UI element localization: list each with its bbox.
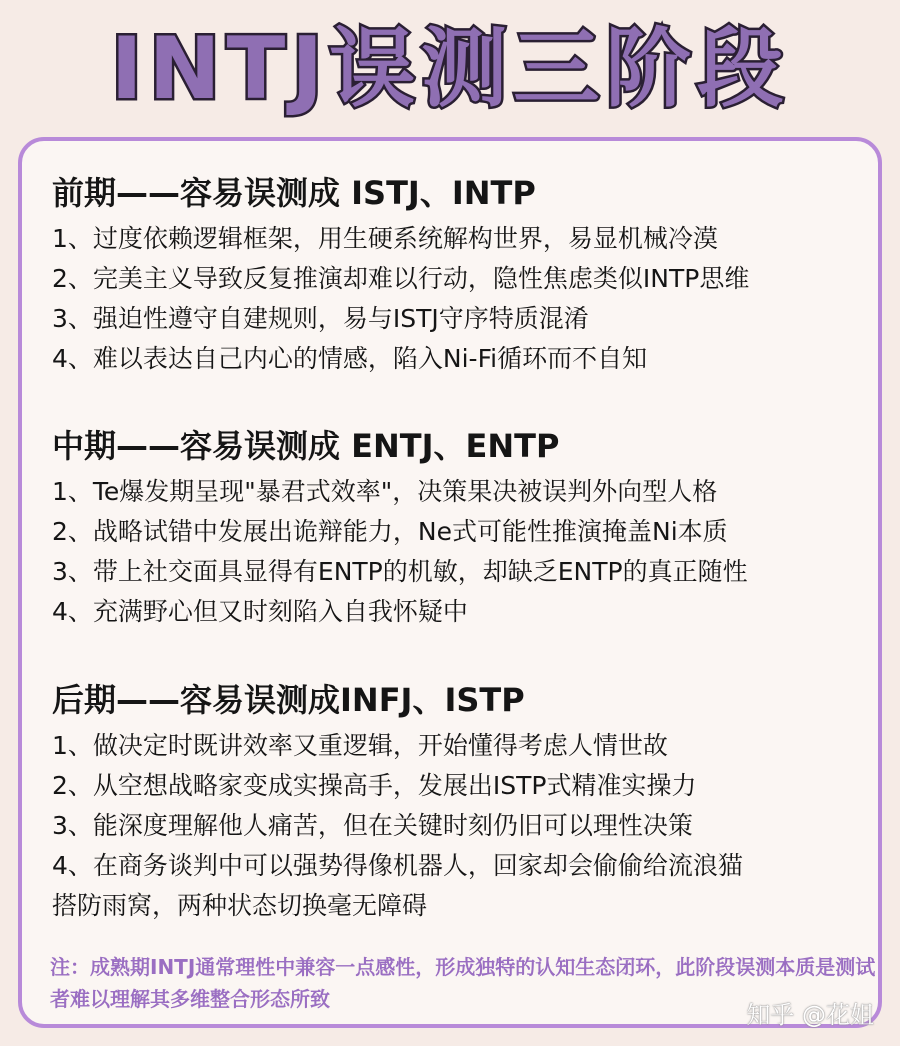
section-heading: 中期——容易误测成 ENTJ、ENTP <box>52 427 560 465</box>
page-title: INTJ误测三阶段 <box>110 19 790 119</box>
content-card <box>18 137 882 1028</box>
footnote: 注：成熟期INTJ通常理性中兼容一点感性，形成独特的认知生态闭环，此阶段误测本质是测试者难以理解其多维整合形态所致 <box>50 955 876 1011</box>
section-middle <box>52 424 872 634</box>
list-item: 3、强迫性遵守自建规则，易与ISTJ守序特质混淆 <box>52 304 589 333</box>
list-item: 2、从空想战略家变成实操高手，发展出ISTP式精准实操力 <box>52 771 697 800</box>
list-item: 1、做决定时既讲效率又重逻辑，开始懂得考虑人情世故 <box>52 731 668 760</box>
section-heading: 前期——容易误测成 ISTJ、INTP <box>52 174 536 212</box>
list-item: 2、战略试错中发展出诡辩能力，Ne式可能性推演掩盖Ni本质 <box>52 517 728 546</box>
section-late <box>52 678 872 928</box>
list-item: 3、能深度理解他人痛苦，但在关键时刻仍旧可以理性决策 <box>52 811 693 840</box>
list-item: 4、在商务谈判中可以强势得像机器人，回家却会偷偷给流浪猫 <box>52 851 743 880</box>
list-item: 4、充满野心但又时刻陷入自我怀疑中 <box>52 597 468 626</box>
section-heading: 后期——容易误测成INFJ、ISTP <box>52 681 525 719</box>
list-item: 1、Te爆发期呈现"暴君式效率"，决策果决被误判外向型人格 <box>52 477 718 506</box>
section-early <box>52 171 872 381</box>
list-item-continuation: 搭防雨窝，两种状态切换毫无障碍 <box>52 891 428 920</box>
list-item: 2、完美主义导致反复推演却难以行动，隐性焦虑类似INTP思维 <box>52 264 750 293</box>
author-watermark: 知乎 @花姐 <box>746 1001 874 1029</box>
list-item: 1、过度依赖逻辑框架，用生硬系统解构世界，易显机械冷漠 <box>52 224 718 253</box>
list-item: 4、难以表达自己内心的情感，陷入Ni-Fi循环而不自知 <box>52 344 648 373</box>
list-item: 3、带上社交面具显得有ENTP的机敏，却缺乏ENTP的真正随性 <box>52 557 748 586</box>
